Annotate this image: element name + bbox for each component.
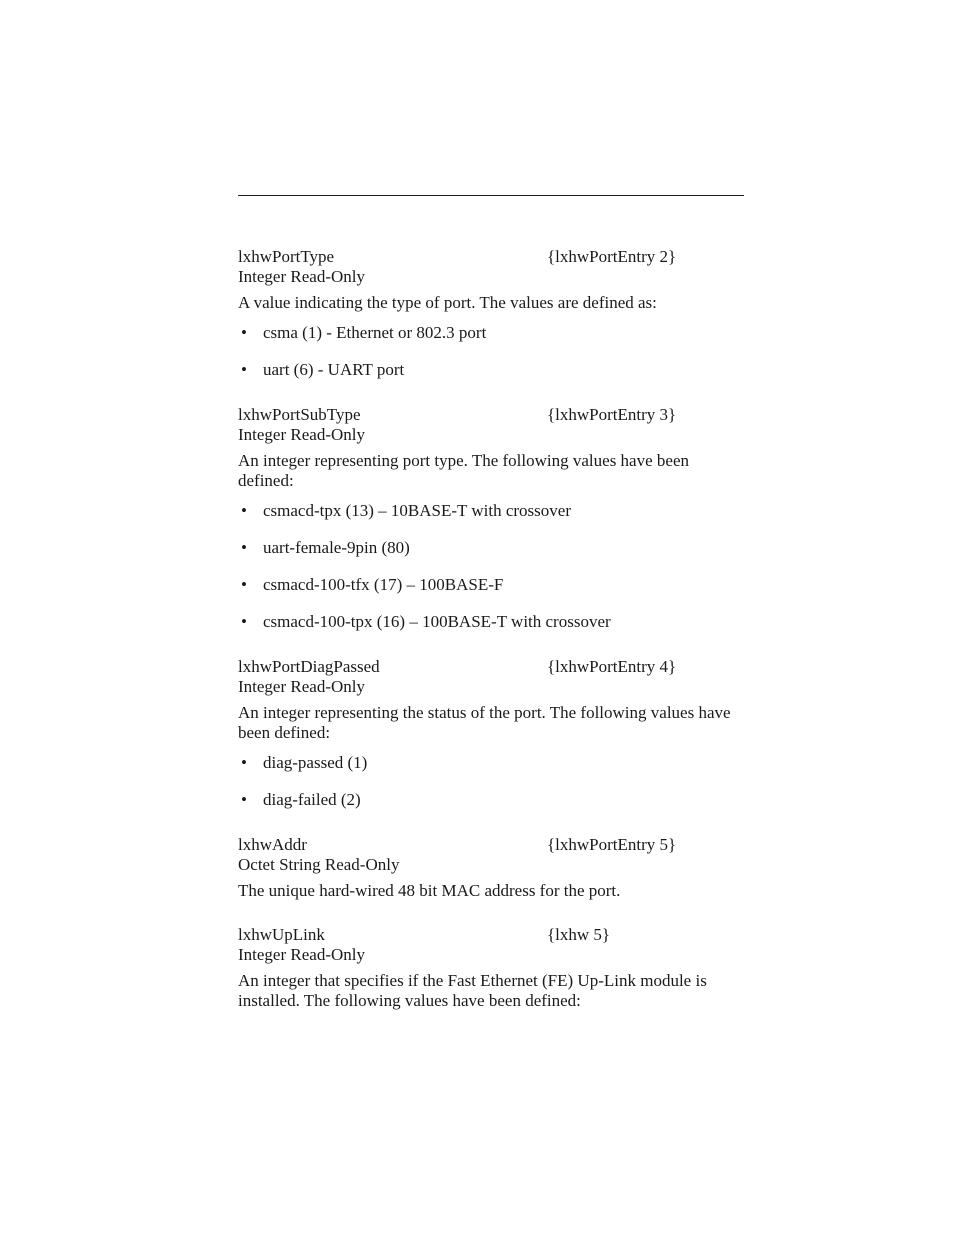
entry-header bbox=[238, 247, 744, 267]
value-text: csmacd-100-tfx (17) – 100BASE-F bbox=[263, 575, 504, 594]
bullet-icon: • bbox=[241, 790, 247, 809]
object-description: An integer representing the status of the port. The following values have been defined: bbox=[238, 703, 731, 742]
value-text: csma (1) - Ethernet or 802.3 port bbox=[263, 323, 487, 342]
entry-header bbox=[238, 405, 744, 425]
list-item bbox=[238, 575, 744, 595]
object-oid: {lxhwPortEntry 4} bbox=[547, 657, 677, 676]
value-list bbox=[238, 501, 744, 632]
list-item bbox=[238, 753, 744, 773]
value-text: uart-female-9pin (80) bbox=[263, 538, 410, 557]
bullet-icon: • bbox=[241, 612, 247, 631]
object-oid: {lxhwPortEntry 5} bbox=[547, 835, 677, 854]
object-name: lxhwAddr bbox=[238, 835, 307, 854]
object-name: lxhwUpLink bbox=[238, 925, 325, 944]
list-item bbox=[238, 790, 744, 810]
list-item bbox=[238, 323, 744, 343]
object-name: lxhwPortDiagPassed bbox=[238, 657, 380, 676]
object-description: A value indicating the type of port. The values are defined as: bbox=[238, 293, 657, 312]
object-type: Integer Read-Only bbox=[238, 945, 365, 964]
mib-entry-uplink bbox=[238, 925, 744, 1011]
bullet-icon: • bbox=[241, 575, 247, 594]
entry-header bbox=[238, 657, 744, 677]
object-oid: {lxhwPortEntry 2} bbox=[547, 247, 677, 266]
entry-header bbox=[238, 925, 744, 945]
list-item bbox=[238, 538, 744, 558]
object-description: An integer that specifies if the Fast Ethernet (FE) Up-Link module is installed. The following values have been defined: bbox=[238, 971, 707, 1010]
bullet-icon: • bbox=[241, 360, 247, 379]
value-text: csmacd-100-tpx (16) – 100BASE-T with crossover bbox=[263, 612, 611, 631]
entry-header bbox=[238, 835, 744, 855]
header-rule bbox=[238, 195, 744, 196]
bullet-icon: • bbox=[241, 501, 247, 520]
object-type: Octet String Read-Only bbox=[238, 855, 400, 874]
object-oid: {lxhwPortEntry 3} bbox=[547, 405, 677, 424]
object-name: lxhwPortSubType bbox=[238, 405, 361, 424]
bullet-icon: • bbox=[241, 753, 247, 772]
object-description: The unique hard-wired 48 bit MAC address for the port. bbox=[238, 881, 621, 900]
list-item bbox=[238, 360, 744, 380]
object-type: Integer Read-Only bbox=[238, 267, 365, 286]
document-body bbox=[238, 247, 744, 1011]
value-list bbox=[238, 753, 744, 810]
mib-entry-port-subtype bbox=[238, 405, 744, 632]
object-description: An integer representing port type. The following values have been defined: bbox=[238, 451, 689, 490]
list-item bbox=[238, 612, 744, 632]
mib-entry-hw-addr bbox=[238, 835, 744, 901]
bullet-icon: • bbox=[241, 323, 247, 342]
object-type: Integer Read-Only bbox=[238, 425, 365, 444]
value-text: diag-failed (2) bbox=[263, 790, 361, 809]
value-text: diag-passed (1) bbox=[263, 753, 368, 772]
value-list bbox=[238, 323, 744, 380]
mib-entry-port-diag-passed bbox=[238, 657, 744, 810]
value-text: uart (6) - UART port bbox=[263, 360, 405, 379]
object-oid: {lxhw 5} bbox=[547, 925, 611, 944]
bullet-icon: • bbox=[241, 538, 247, 557]
object-type: Integer Read-Only bbox=[238, 677, 365, 696]
list-item bbox=[238, 501, 744, 521]
object-name: lxhwPortType bbox=[238, 247, 335, 266]
mib-entry-port-type bbox=[238, 247, 744, 380]
value-text: csmacd-tpx (13) – 10BASE-T with crossover bbox=[263, 501, 571, 520]
